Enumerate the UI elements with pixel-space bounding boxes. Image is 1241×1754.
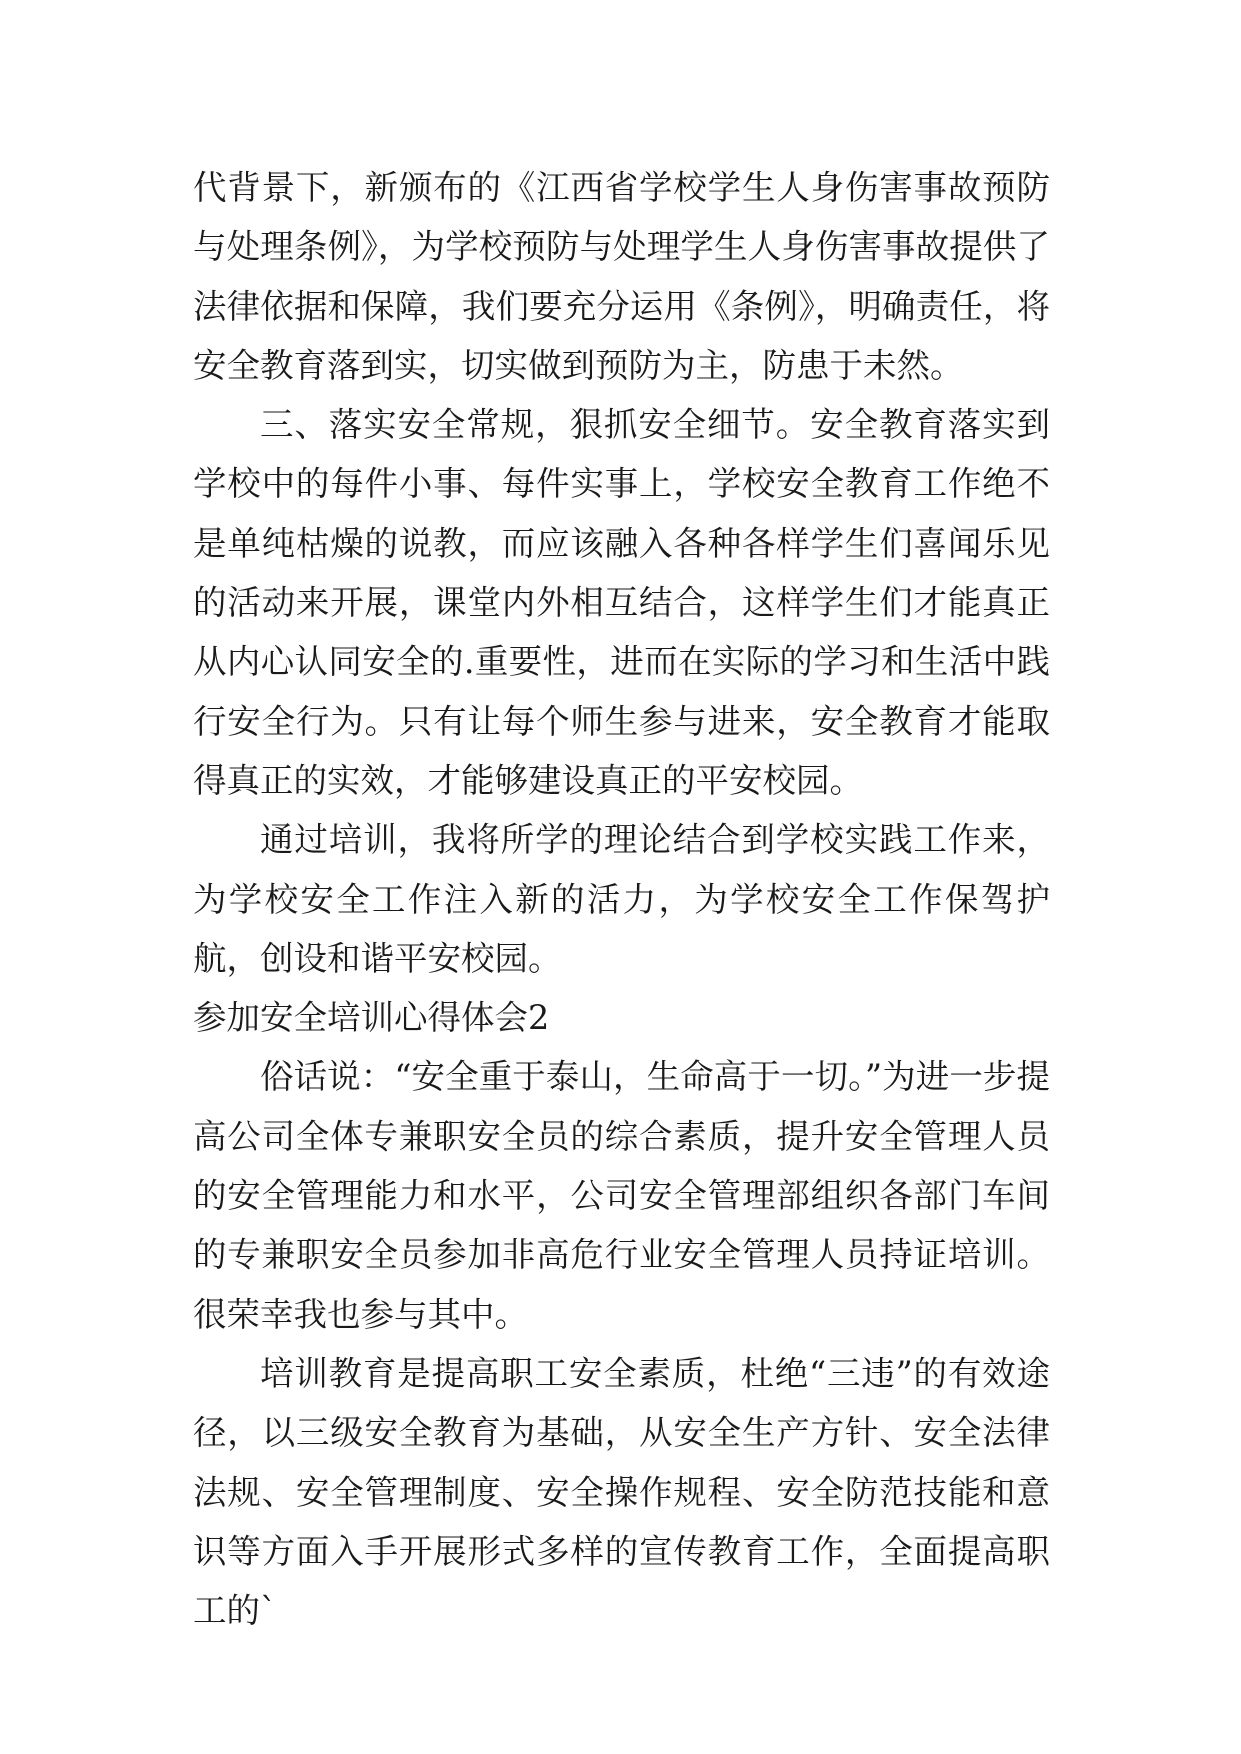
paragraph-continuation: 代背景下，新颁布的《江西省学校学生人身伤害事故预防与处理条例》，为学校预防与处理学生人身伤害事故提供了法律依据和保障，我们要充分运用《条例》，明确责任，将安全教育落到实，切实做到预防为主，防患于未然。 xyxy=(193,168,1050,385)
paragraph-conclusion: 通过培训，我将所学的理论结合到学校实践工作来，为学校安全工作注入新的活力，为学校安全工作保驾护航，创设和谐平安校园。 xyxy=(193,820,1050,978)
paragraph-section-three: 三、落实安全常规，狠抓安全细节。安全教育落实到学校中的每件小事、每件实事上，学校安全教育工作绝不是单纯枯燥的说教，而应该融入各种各样学生们喜闻乐见的活动来开展，课堂内外相互结合，这样学生们才能真正从内心认同安全的.重要性，进而在实际的学习和生活中践行安全行为。只有让每个师生参与进来，安全教育才能取得真正的实效，才能够建设真正的平安校园。 xyxy=(193,405,1050,800)
section-title: 参加安全培训心得体会2 xyxy=(193,998,550,1038)
paragraph-training: 培训教育是提高职工安全素质，杜绝“三违”的有效途径，以三级安全教育为基础，从安全生产方针、安全法律法规、安全管理制度、安全操作规程、安全防范技能和意识等方面入手开展形式多样的宣传教育工作，全面提高职工的` xyxy=(193,1353,1050,1631)
document-body xyxy=(193,158,1050,1640)
paragraph-intro: 俗话说：“安全重于泰山，生命高于一切。”为进一步提高公司全体专兼职安全员的综合素质，提升安全管理人员的安全管理能力和水平，公司安全管理部组织各部门车间的专兼职安全员参加非高危行业安全管理人员持证培训。很荣幸我也参与其中。 xyxy=(193,1057,1050,1334)
